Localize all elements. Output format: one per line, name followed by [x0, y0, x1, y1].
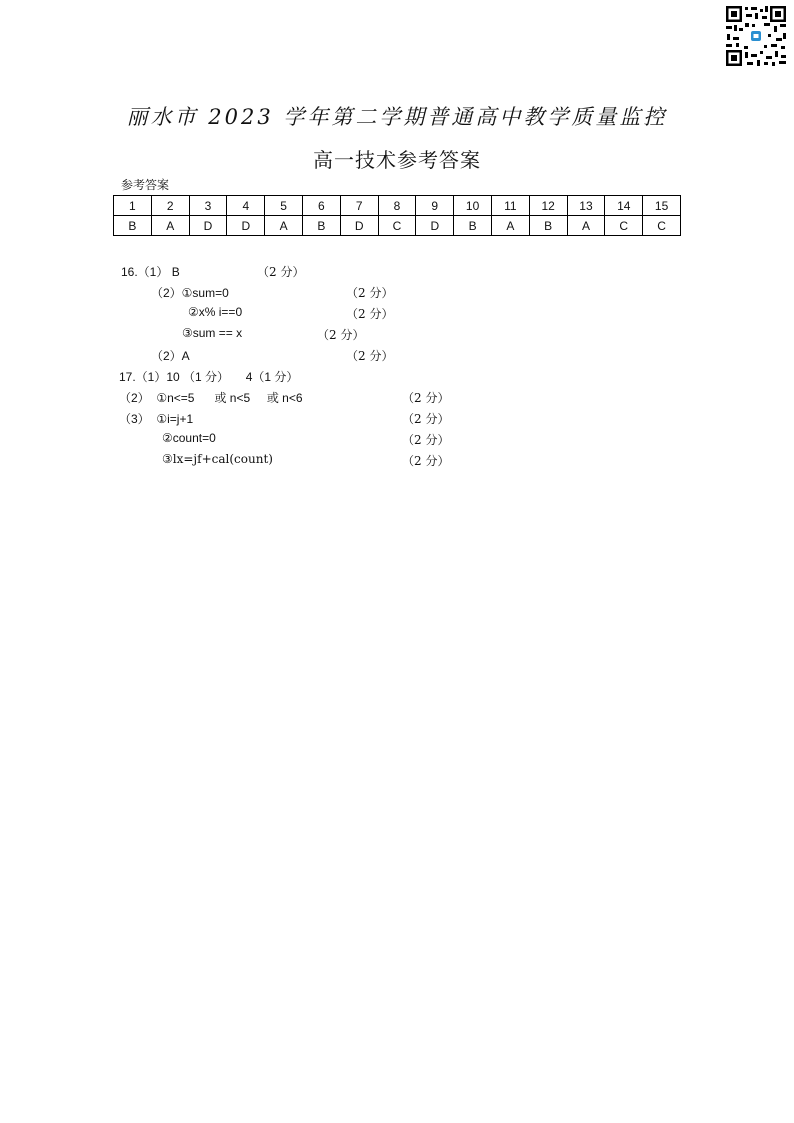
q17-part3-answer-2: ②count=0 [162, 431, 216, 445]
page-title: 丽水市 2023 学年第二学期普通高中教学质量监控 [126, 105, 668, 129]
question-number: 5 [265, 196, 303, 216]
q16-part2-answer-2: ②x% i==0 [188, 305, 243, 319]
q17-part3-answer-3 [162, 452, 273, 466]
q17-part3-score-1: （2 分） [402, 412, 450, 426]
q16-part2-answer-1: （2）①sum=0 [151, 286, 229, 300]
question-number: 8 [378, 196, 416, 216]
answer-cell: D [416, 216, 454, 236]
q17-part3-answer-1: （3） ①i=j+1 [119, 412, 194, 426]
answer-cell: D [189, 216, 227, 236]
answer-cell: B [454, 216, 492, 236]
answer-cell: A [491, 216, 529, 236]
q16-part3-answer: （2）A [151, 349, 190, 363]
question-number: 6 [302, 196, 340, 216]
answer-section-label: 参考答案 [121, 178, 170, 192]
code-expression: lx=jf+cal(count) [172, 452, 273, 466]
question-number: 2 [151, 196, 189, 216]
qr-code-icon [724, 4, 788, 68]
answer-cell: B [529, 216, 567, 236]
q17-part2-score: （2 分） [402, 391, 450, 405]
answer-cell: A [151, 216, 189, 236]
question-number: 14 [605, 196, 643, 216]
answer-cell: B [114, 216, 152, 236]
q16-part3-score: （2 分） [346, 349, 394, 363]
q16-part1-score: （2 分） [257, 265, 305, 279]
circled-number: ③ [162, 452, 173, 466]
question-number: 15 [643, 196, 681, 216]
answer-cell: A [265, 216, 303, 236]
answer-cell: A [567, 216, 605, 236]
answer-cell: C [378, 216, 416, 236]
question-number: 13 [567, 196, 605, 216]
question-number-row [114, 196, 681, 216]
q16-part2-answer-3: ③sum == x [182, 326, 243, 340]
question-number: 10 [454, 196, 492, 216]
question-number: 11 [491, 196, 529, 216]
question-number: 4 [227, 196, 265, 216]
q17-part3-score-3: （2 分） [402, 454, 450, 468]
answer-cell: B [302, 216, 340, 236]
question-number: 1 [114, 196, 152, 216]
q17-part3-score-2: （2 分） [402, 433, 450, 447]
answer-cell: C [605, 216, 643, 236]
answer-cell: D [340, 216, 378, 236]
question-number: 3 [189, 196, 227, 216]
answer-cell: C [643, 216, 681, 236]
q16-part2-score-2: （2 分） [346, 307, 394, 321]
question-number: 12 [529, 196, 567, 216]
q17-part1-answer: 17.（1）10 （1 分） 4（1 分） [119, 370, 299, 384]
answer-table [113, 195, 681, 236]
question-number: 7 [340, 196, 378, 216]
q16-part2-score-3: （2 分） [317, 328, 365, 342]
q17-part2-answer: （2） ①n<=5 或 n<5 或 n<6 [119, 391, 303, 405]
q16-part2-score-1: （2 分） [346, 286, 394, 300]
answer-row [114, 216, 681, 236]
q16-part1-answer: 16.（1） B [121, 265, 180, 279]
question-number: 9 [416, 196, 454, 216]
answer-cell: D [227, 216, 265, 236]
page-subtitle: 高一技术参考答案 [313, 148, 481, 172]
